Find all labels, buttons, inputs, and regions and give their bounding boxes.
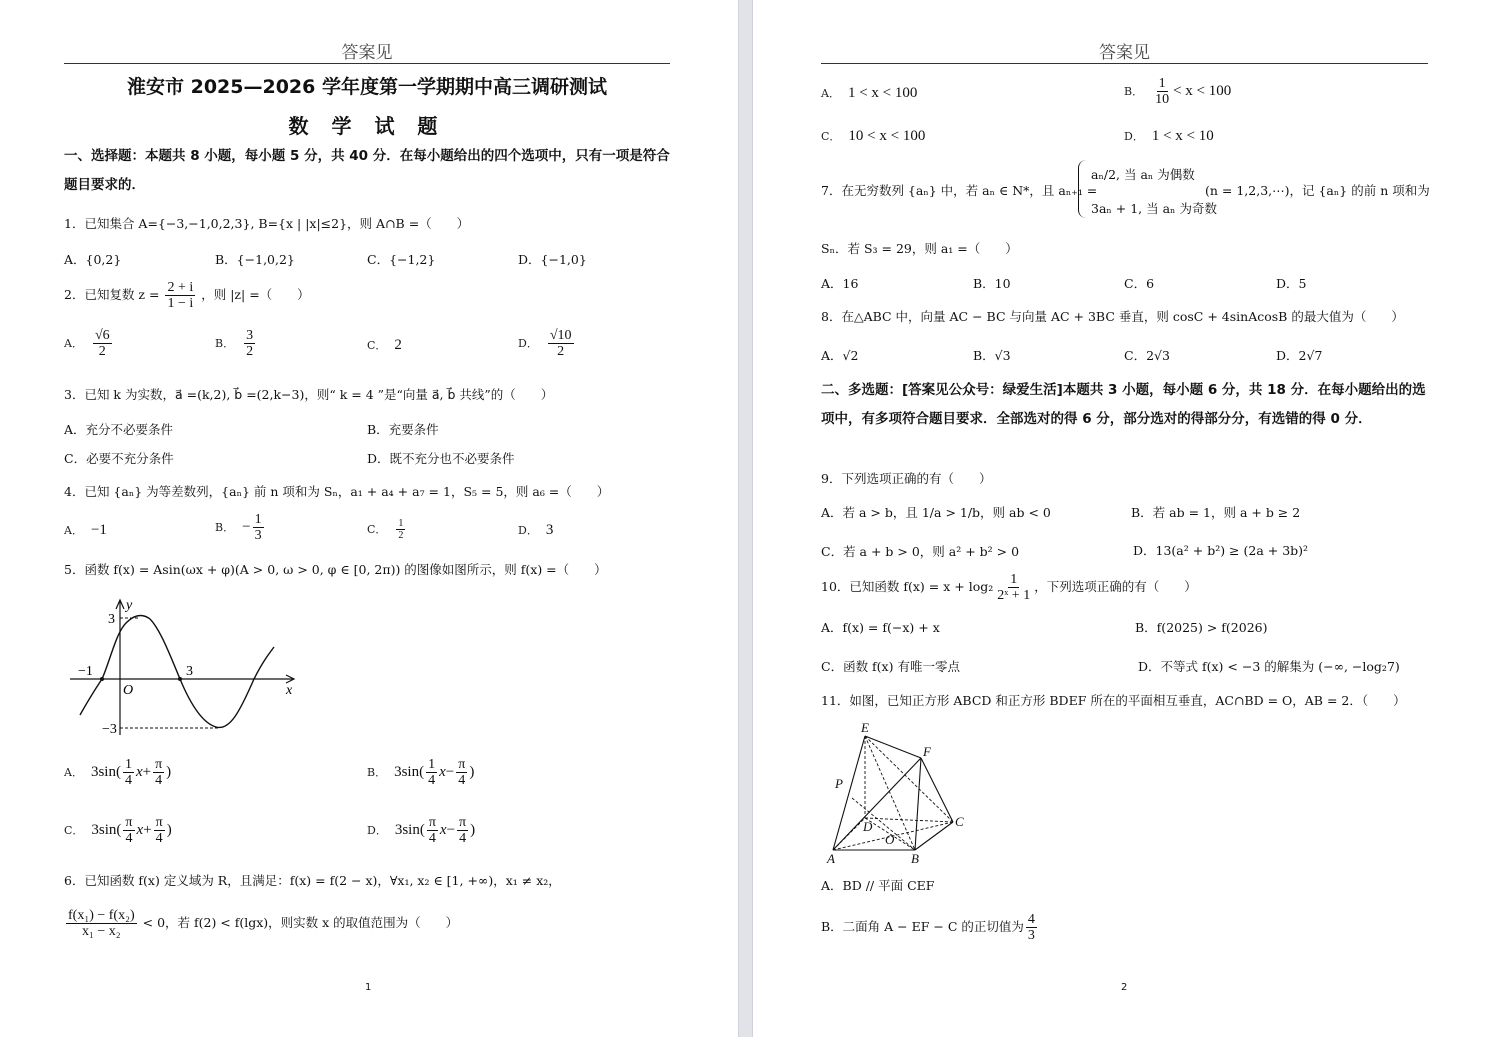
q5-option-a: A． 3sin( $\frac{1}{4}$ x+ $\frac{\pi}{4}$ ) xyxy=(64,757,172,788)
piecewise-brace xyxy=(1078,160,1089,218)
section-1-heading: 一、选择题：本题共 8 小题，每小题 5 分，共 40 分．在每小题给出的四个选项中，只有一项是符合题目要求的． xyxy=(64,148,670,193)
svg-text:E: E xyxy=(861,720,869,735)
q6-option-d: D． 1 < x < 10 xyxy=(1124,128,1214,144)
q1-option-a: A．{0,2} xyxy=(64,252,122,267)
q7-case-odd: 3aₙ + 1, 当 aₙ 为奇数 xyxy=(1091,201,1217,216)
q1-option-c: C．{−1,2} xyxy=(367,252,436,267)
section-2-heading: 二、多选题：[答案见公众号：绿爱生活]本题共 3 小题，每小题 6 分，共 18 分．在每小题给出的选项中，有多项符合题目要求．全部选对的得 6 分，部分选对的得部分分，有选错的得 0 分． xyxy=(821,382,1426,427)
question-10: 10．已知函数 f(x) = x + log₂ $\frac{1}{\text{2ˣ + 1}}$ ，下列选项正确的有（ ） xyxy=(821,572,1197,603)
q4-option-a: A． −1 xyxy=(64,522,107,538)
q10-option-d: D．不等式 f(x) < −3 的解集为 (−∞, −log₂7) xyxy=(1138,659,1400,674)
q3-option-b: B．充要条件 xyxy=(367,422,439,437)
solid-geometry-figure xyxy=(825,718,975,866)
page-number: 2 xyxy=(1121,982,1128,993)
exam-subtitle: 数 学 试 题 xyxy=(288,114,446,138)
exam-title: 淮安市 2025—2026 学年度第一学期期中高三调研测试 xyxy=(127,76,607,98)
page-number: 1 xyxy=(365,982,372,993)
svg-text:B: B xyxy=(911,851,919,866)
question-7-stem-pre: 7．在无穷数列 {aₙ} 中，若 aₙ ∈ N*，且 aₙ₊₁ = xyxy=(821,183,1098,198)
q5-option-d: D． 3sin( $\frac{\pi}{4}$ x− $\frac{\pi}{4}$ ) xyxy=(367,815,476,846)
q2-option-a: A． $\frac{√6}{2}$ xyxy=(64,328,110,359)
page-2 xyxy=(753,0,1489,1037)
question-2: 2．已知复数 z = $\frac{2 + i}{1 - i}$ ，则 |z| =（ ） xyxy=(64,280,310,311)
header-rule xyxy=(64,63,670,64)
page-1 xyxy=(0,0,738,1037)
question-4: 4．已知 {aₙ} 为等差数列，{aₙ} 前 n 项和为 Sₙ，a₁ + a₄ + a₇ = 1，S₅ = 5，则 a₆ =（ ） xyxy=(64,484,610,499)
q3-option-d: D．既不充分也不必要条件 xyxy=(367,451,515,466)
svg-text:D: D xyxy=(863,819,873,834)
sine-graph-figure xyxy=(68,595,298,740)
question-11: 11．如图，已知正方形 ABCD 和正方形 BDEF 所在的平面相互垂直，AC∩BD = O，AB = 2．（ ） xyxy=(821,693,1406,708)
q9-option-b: B．若 ab = 1，则 a + b ≥ 2 xyxy=(1131,505,1301,520)
q4-option-c: C． $\frac{1}{2}$ xyxy=(367,518,404,541)
fraction: $\frac{2 + i}{1 - i}$ xyxy=(167,280,194,311)
question-5: 5．函数 f(x) = Asin(ωx + φ)(A > 0, ω > 0, φ ∈ [0, 2π)) 的图像如图所示，则 f(x) =（ ） xyxy=(64,562,607,577)
svg-text:P: P xyxy=(835,776,843,791)
svg-text:y: y xyxy=(126,598,133,613)
q1-option-b: B．{−1,0,2} xyxy=(215,252,295,267)
svg-text:−1: −1 xyxy=(78,664,93,679)
header-rule xyxy=(821,63,1428,64)
svg-text:3: 3 xyxy=(108,612,115,627)
svg-text:F: F xyxy=(923,744,931,759)
q10-option-a: A．f(x) = f(−x) + x xyxy=(821,620,940,635)
q3-option-c: C．必要不充分条件 xyxy=(64,451,174,466)
q9-option-d: D．13(a² + b²) ≥ (2a + 3b)² xyxy=(1133,543,1309,558)
q2-option-d: D． $\frac{√10}{2}$ xyxy=(518,328,572,359)
q5-option-b: B． 3sin( $\frac{1}{4}$ x− $\frac{\pi}{4}$ ) xyxy=(367,757,475,788)
question-1: 1．已知集合 A={−3,−1,0,2,3}, B={x | |x|≤2}，则 A∩B =（ ） xyxy=(64,216,470,231)
page-gutter xyxy=(738,0,753,1037)
q2-option-c: C． 2 xyxy=(367,337,402,353)
svg-text:x: x xyxy=(286,683,293,698)
page-header: 答案见 xyxy=(1099,43,1150,63)
svg-text:O: O xyxy=(885,832,895,847)
question-6-line-2: $\frac{\text{f(x₁) − f(x₂)}}{\text{x₁ − x₂}}$ < 0，若 f(2) < f(lgx)，则实数 x 的取值范围为（ ） xyxy=(68,908,459,939)
q1-option-d: D．{−1,0} xyxy=(518,252,587,267)
q6-option-c: C． 10 < x < 100 xyxy=(821,128,926,144)
svg-text:O: O xyxy=(123,683,134,698)
q7-option-b: B．10 xyxy=(973,276,1011,291)
question-3: 3．已知 k 为实数，a⃗ =(k,2), b⃗ =(2,k−3)，则“ k = 4 ”是“向量 a⃗, b⃗ 共线”的（ ） xyxy=(64,387,554,402)
q6-option-a: A． 1 < x < 100 xyxy=(821,85,918,101)
q2-option-b: B． $\frac{3}{2}$ xyxy=(215,328,254,359)
q10-option-c: C．函数 f(x) 有唯一零点 xyxy=(821,659,960,674)
q4-option-d: D． 3 xyxy=(518,522,554,538)
q8-option-b: B．√3 xyxy=(973,348,1011,363)
q11-option-b: B．二面角 A − EF − C 的正切值为 $\frac{4}{3}$ xyxy=(821,912,1035,943)
svg-text:3: 3 xyxy=(186,664,193,679)
question-9: 9．下列选项正确的有（ ） xyxy=(821,471,992,486)
q6-option-b: B． $\frac{1}{10}$ < x < 100 xyxy=(1124,76,1232,107)
question-8: 8．在△ABC 中，向量 AC − BC 与向量 AC + 3BC 垂直，则 cosC + 4sinAcosB 的最大值为（ ） xyxy=(821,309,1404,324)
q9-option-a: A．若 a > b，且 1/a > 1/b，则 ab < 0 xyxy=(821,505,1051,520)
q11-option-a: A．BD // 平面 CEF xyxy=(821,878,935,893)
svg-text:−3: −3 xyxy=(102,722,117,737)
q5-option-c: C． 3sin( $\frac{\pi}{4}$ x+ $\frac{\pi}{4}$ ) xyxy=(64,815,172,846)
q7-option-a: A．16 xyxy=(821,276,859,291)
q7-case-even: aₙ/2, 当 aₙ 为偶数 xyxy=(1091,167,1195,182)
question-6-line-1: 6．已知函数 f(x) 定义域为 R，且满足：f(x) = f(2 − x)，∀x₁, x₂ ∈ [1, +∞)，x₁ ≠ x₂， xyxy=(64,873,561,888)
q8-option-a: A．√2 xyxy=(821,348,859,363)
q7-option-d: D．5 xyxy=(1276,276,1307,291)
question-7-line-2: Sₙ．若 S₃ = 29，则 a₁ =（ ） xyxy=(821,241,1018,256)
page-header: 答案见 xyxy=(341,43,393,63)
q10-option-b: B．f(2025) > f(2026) xyxy=(1135,620,1268,635)
q4-option-b: B． − $\frac{1}{3}$ xyxy=(215,512,262,543)
svg-text:A: A xyxy=(827,851,835,866)
q9-option-c: C．若 a + b > 0，则 a² + b² > 0 xyxy=(821,544,1020,559)
svg-text:C: C xyxy=(955,814,964,829)
q7-option-c: C．6 xyxy=(1124,276,1155,291)
question-7-stem-post: (n = 1,2,3,⋯)，记 {aₙ} 的前 n 项和为 xyxy=(1205,183,1430,198)
q8-option-d: D．2√7 xyxy=(1276,348,1323,363)
q3-option-a: A．充分不必要条件 xyxy=(64,422,174,437)
q8-option-c: C．2√3 xyxy=(1124,348,1170,363)
